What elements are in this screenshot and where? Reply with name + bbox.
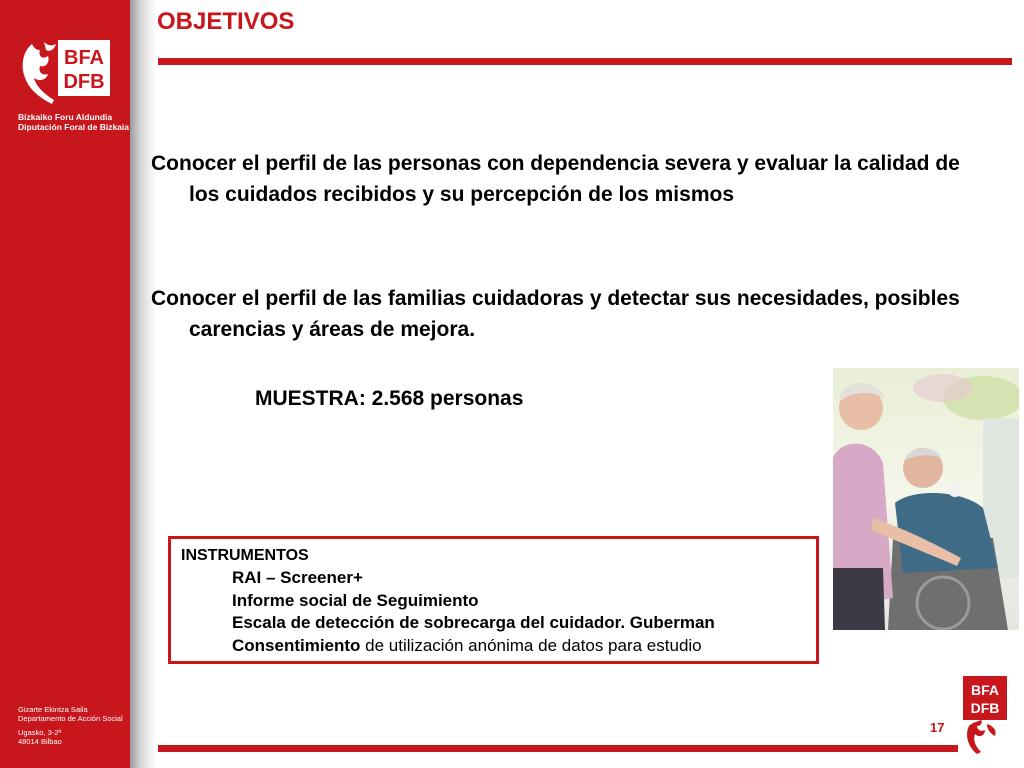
instrument-item-rest: de utilización anónima de datos para estudio <box>360 635 702 655</box>
page-number: 17 <box>930 720 945 735</box>
page-title: OBJETIVOS <box>157 8 295 35</box>
objective-2: Conocer el perfil de las familias cuidadoras y detectar sus necesidades, posibles carencias y áreas de mejora. <box>151 287 960 341</box>
dept-spanish: Departamento de Acción Social <box>18 714 123 723</box>
instrument-item <box>181 612 816 635</box>
instrument-item-bold: Consentimiento <box>232 635 361 655</box>
org-name-basque: Bizkaiko Foru Aldundia <box>18 112 113 122</box>
address-city: 48014 Bilbao <box>18 737 62 746</box>
corner-logo-text-1: BFA <box>971 682 999 698</box>
instrument-item <box>181 635 816 658</box>
sidebar <box>0 0 130 768</box>
instrument-item-bold: Escala de detección de sobrecarga del cuidador. Guberman <box>232 613 715 632</box>
instruments-title: INSTRUMENTOS <box>181 547 309 564</box>
instrument-item-bold: Informe social de Seguimiento <box>232 590 479 610</box>
caregiver-photo <box>833 368 1019 630</box>
logo-text-2: DFB <box>63 71 105 93</box>
bfa-dfb-corner-logo <box>963 676 1007 758</box>
bfa-dfb-logo <box>18 38 110 108</box>
instrument-item <box>181 567 816 590</box>
dept-basque: Gizarte Ekintza Saila <box>18 705 88 714</box>
address-street: Ugasko, 3-2ª <box>18 728 62 737</box>
instrument-item-bold: RAI – Screener+ <box>232 568 363 587</box>
bottom-divider <box>158 745 958 752</box>
logo-text-1: BFA <box>64 47 104 69</box>
corner-logo-text-2: DFB <box>970 700 1000 716</box>
org-name-spanish: Diputación Foral de Bizkaia <box>18 122 129 132</box>
title-divider <box>158 58 1012 65</box>
sample-size: MUESTRA: 2.568 personas <box>255 387 524 410</box>
sidebar-shadow <box>130 0 156 768</box>
objective-1: Conocer el perfil de las personas con dependencia severa y evaluar la calidad de los cuidados recibidos y su percepción de los mismos <box>151 152 960 206</box>
instrument-item <box>181 590 816 613</box>
instruments-box <box>168 536 819 664</box>
